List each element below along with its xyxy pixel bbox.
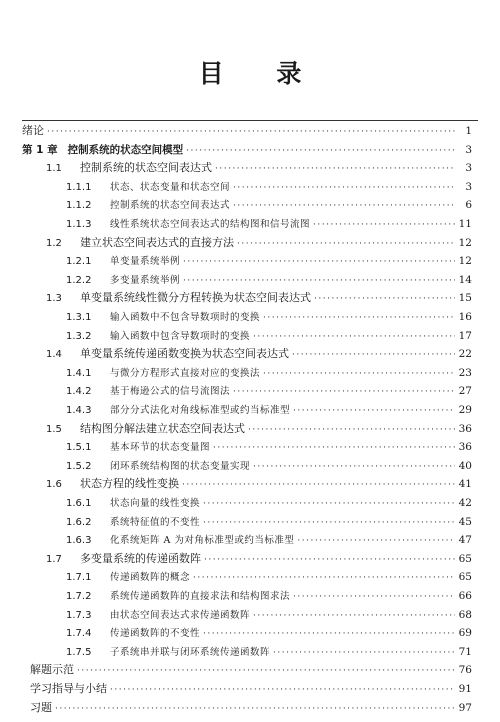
- toc-entry[interactable]: [30, 660, 472, 680]
- toc-entry[interactable]: [66, 530, 472, 550]
- toc-entry-number: 1.6.3: [66, 535, 92, 547]
- toc-entry-title: 基于梅逊公式的信号流图法: [110, 386, 231, 398]
- toc-entry-page: 16: [458, 311, 472, 323]
- toc-entry-page: 14: [458, 273, 472, 286]
- toc-entry[interactable]: [66, 605, 472, 625]
- toc-entry[interactable]: [66, 642, 472, 662]
- toc-entry-number: 1.1.2: [66, 200, 92, 212]
- toc-entry-page: 3: [465, 180, 472, 193]
- toc-entry[interactable]: [46, 419, 472, 439]
- toc-entry-title: 单变量系统线性微分方程转换为状态空间表达式: [80, 291, 311, 305]
- toc-entry-title: 解题示范: [30, 663, 74, 677]
- toc-entry-number: 1.7.2: [66, 591, 92, 602]
- toc-entry-page: 27: [458, 385, 472, 398]
- toc-entry-number: 1.3: [46, 293, 62, 305]
- toc-entry[interactable]: [66, 512, 472, 532]
- toc-entry-page: 76: [458, 664, 472, 677]
- toc-entry-title: 绪论: [22, 124, 44, 137]
- toc-entry-number: 1.4: [46, 349, 62, 361]
- toc-entry[interactable]: [46, 233, 472, 253]
- toc-entry[interactable]: [22, 140, 472, 160]
- toc-entry-title: 单变量系统举例: [110, 256, 181, 268]
- toc-entry-page: 36: [458, 422, 472, 435]
- dot-leader: [55, 699, 455, 719]
- toc-entry-title: 控制系统的状态空间表达式: [110, 200, 231, 212]
- toc-entry[interactable]: [66, 177, 472, 197]
- toc-entry-title: 闭环系统结构图的状态变量实现: [110, 460, 251, 472]
- toc-entry[interactable]: [30, 698, 472, 718]
- toc-entry-title: 单变量系统传递函数变换为状态空间表达式: [80, 347, 289, 361]
- toc-entry[interactable]: [66, 326, 472, 346]
- toc-entry[interactable]: [66, 437, 472, 457]
- toc-entry-page: 3: [465, 162, 472, 175]
- toc-entry[interactable]: [66, 381, 472, 401]
- toc-entry[interactable]: [22, 121, 472, 141]
- toc-entry-page: 12: [458, 255, 472, 268]
- toc-entry-title: 基本环节的状态变量图: [110, 442, 211, 454]
- toc-entry-title: 多变量系统的传递函数阵: [80, 551, 201, 565]
- toc-entry-page: 17: [458, 329, 472, 342]
- toc-entry[interactable]: [66, 363, 472, 383]
- toc-entry-page: 1: [465, 125, 472, 137]
- toc-entry[interactable]: [66, 456, 472, 476]
- toc-entry-number: 1.3.2: [66, 330, 92, 342]
- toc-entry-title: 控制系统的状态空间模型: [67, 143, 184, 156]
- toc-entry-title: 系统传递函数阵的直接求法和结构图求法: [110, 591, 291, 602]
- toc-entry-title: 线性系统状态空间表达式的结构图和信号流图: [110, 219, 311, 230]
- toc-entry-number: 1.4.1: [66, 367, 92, 379]
- toc-entry[interactable]: [66, 400, 472, 420]
- toc-entry[interactable]: [46, 549, 472, 569]
- toc-entry-page: 41: [458, 478, 472, 491]
- toc-entry[interactable]: [46, 288, 472, 308]
- toc-entry-number: 1.1.3: [66, 219, 92, 230]
- toc-entry[interactable]: [66, 493, 472, 513]
- toc-entry-page: 91: [458, 683, 472, 695]
- page-title: 目 录: [198, 59, 324, 88]
- toc-entry-number: 1.7.4: [66, 628, 92, 640]
- toc-entry-number: 1.4.2: [66, 386, 92, 398]
- toc-entry-number: 1.5.1: [66, 442, 92, 454]
- toc-entry-page: 11: [458, 218, 472, 230]
- toc-entry-title: 由状态空间表达式求传递函数阵: [110, 609, 251, 621]
- toc-entry-title: 子系统串并联与闭环系统传递函数阵: [110, 646, 271, 658]
- toc-entry-number: 1.6.2: [66, 516, 92, 528]
- toc-entry-number: 1.7.1: [66, 572, 92, 584]
- toc-entry-number: 1.6: [46, 479, 62, 491]
- toc-entry-page: 69: [458, 627, 472, 640]
- toc-entry-number: 1.1: [46, 163, 62, 175]
- toc-entry-title: 控制系统的状态空间表达式: [80, 161, 212, 175]
- toc-entry-number: 1.5.2: [66, 460, 92, 472]
- toc-entry[interactable]: [46, 474, 472, 494]
- toc-entry-page: 65: [458, 571, 472, 584]
- toc-entry[interactable]: [30, 679, 472, 699]
- toc-entry-page: 36: [458, 441, 472, 454]
- toc-entry[interactable]: [46, 158, 472, 178]
- toc-entry-title: 部分分式法化对角线标准型或约当标准型: [110, 405, 291, 416]
- toc-entry-number: 1.7.3: [66, 609, 92, 621]
- toc-entry-page: 6: [465, 199, 472, 212]
- toc-entry-page: 12: [458, 236, 472, 249]
- toc-entry-page: 97: [458, 701, 472, 714]
- toc-entry[interactable]: [66, 623, 472, 643]
- toc-entry-page: 22: [458, 348, 472, 361]
- toc-entry-number: 1.2.2: [66, 274, 92, 286]
- toc-entry-page: 23: [458, 366, 472, 379]
- toc-entry-number: 第 1 章: [22, 143, 58, 156]
- toc-entry-title: 结构图分解法建立状态空间表达式: [80, 421, 245, 435]
- toc-entry-number: 1.4.3: [66, 405, 92, 416]
- toc-entry[interactable]: [66, 586, 472, 606]
- toc-entry-title: 输入函数中不包含导数项时的变换: [110, 312, 261, 323]
- toc-entry-title: 习题: [30, 700, 52, 714]
- toc-entry-number: 1.3.1: [66, 312, 92, 323]
- toc-entry-number: 1.2: [46, 237, 62, 249]
- toc-entry-title: 多变量系统举例: [110, 274, 181, 286]
- toc-entry-page: 15: [458, 292, 472, 305]
- toc-entry-title: 传递函数阵的概念: [110, 572, 191, 584]
- toc-entry-number: 1.7: [46, 553, 62, 565]
- toc-entry[interactable]: [66, 270, 472, 290]
- toc-entry-title: 学习指导与小结: [30, 682, 107, 695]
- toc-entry[interactable]: [66, 195, 472, 215]
- toc-entry-title: 状态向量的线性变换: [110, 498, 201, 509]
- toc-entry-number: 1.7.5: [66, 646, 92, 658]
- toc-entry-title: 与微分方程形式直接对应的变换法: [110, 367, 261, 379]
- toc-entry[interactable]: [66, 251, 472, 271]
- toc-entry-page: 29: [458, 404, 472, 416]
- toc-entry[interactable]: [66, 307, 472, 327]
- toc-entry-page: 45: [458, 515, 472, 528]
- toc-entry-page: 66: [458, 590, 472, 602]
- toc-entry[interactable]: [66, 567, 472, 587]
- toc-entry-title: 系统特征值的不变性: [110, 516, 201, 528]
- toc-entry-number: 1.5: [46, 423, 62, 435]
- toc-entry-page: 68: [458, 608, 472, 621]
- toc-entry-title: 建立状态空间表达式的直接方法: [80, 235, 234, 249]
- toc-entry-title: 传递函数阵的不变性: [110, 628, 201, 640]
- toc-entry-page: 40: [458, 459, 472, 472]
- toc-entry[interactable]: [46, 344, 472, 364]
- toc-entry-title: 状态方程的线性变换: [80, 477, 179, 491]
- toc-entry-page: 65: [458, 552, 472, 565]
- toc-entry-title: 状态、状态变量和状态空间: [110, 181, 231, 193]
- toc-entry-number: 1.6.1: [66, 498, 92, 509]
- toc-entry-title: 化系统矩阵 A 为对角标准型或约当标准型: [110, 535, 295, 547]
- toc-entry-page: 3: [465, 143, 472, 156]
- toc-entry-number: 1.1.1: [66, 181, 92, 193]
- toc-entry[interactable]: [66, 214, 472, 234]
- toc-entry-number: 1.2.1: [66, 256, 92, 268]
- toc-entry-page: 71: [458, 645, 472, 658]
- toc-entry-page: 42: [458, 497, 472, 509]
- toc-entry-title: 输入函数中包含导数项时的变换: [110, 330, 251, 342]
- toc-entry-page: 47: [458, 534, 472, 547]
